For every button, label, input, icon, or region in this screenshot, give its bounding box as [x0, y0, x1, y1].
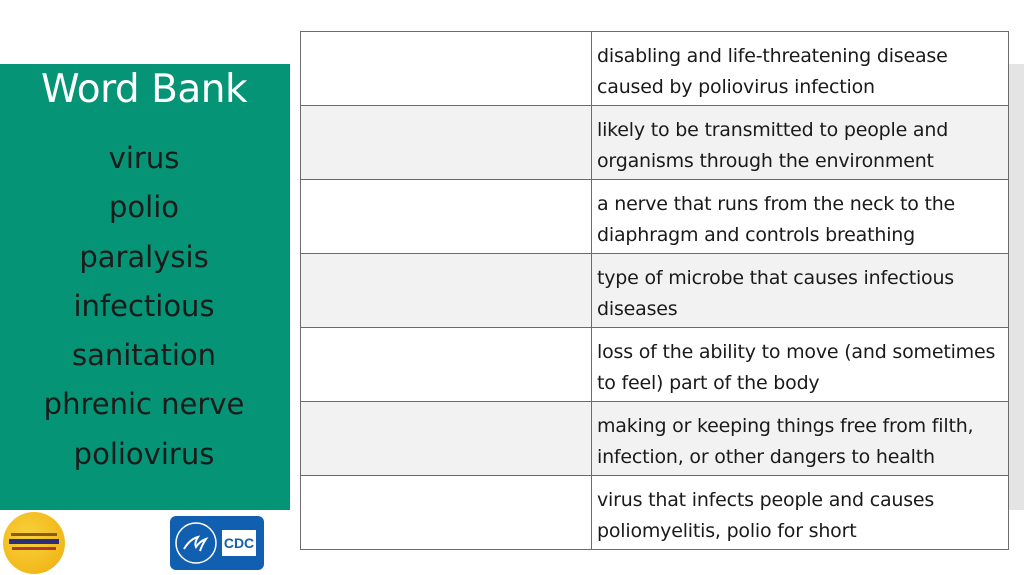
word-bank-item: poliovirus [73, 436, 215, 471]
table-row [301, 402, 1009, 476]
word-bank-item: paralysis [79, 239, 209, 274]
answer-cell[interactable] [301, 254, 592, 328]
cdc-museum-logo [3, 512, 65, 574]
logo-stripe [11, 533, 57, 536]
definitions-table [300, 31, 1009, 550]
word-bank-title: Word Bank [40, 67, 248, 112]
definition-cell: virus that infects people and causes poliomyelitis, polio for short [592, 476, 1009, 550]
definition-cell: loss of the ability to move (and sometimes to feel) part of the body [592, 328, 1009, 402]
table-row [301, 106, 1009, 180]
answer-cell[interactable] [301, 328, 592, 402]
word-bank-item: virus [108, 141, 180, 175]
cdc-logo-text: CDC [223, 535, 255, 551]
answer-cell[interactable] [301, 106, 592, 180]
answer-cell[interactable] [301, 180, 592, 254]
answer-cell[interactable] [301, 32, 592, 106]
definition-cell: likely to be transmitted to people and organisms through the environment [592, 106, 1009, 180]
hhs-eagle-shape [184, 537, 206, 551]
logo-stripe [9, 539, 59, 544]
table-row [301, 476, 1009, 550]
word-bank-item: phrenic nerve [43, 387, 245, 422]
word-bank-list [0, 135, 288, 480]
cdc-logo [170, 516, 264, 570]
cdc-logo-graphic [170, 516, 264, 570]
definition-cell: type of microbe that causes infectious diseases [592, 254, 1009, 328]
table-row [301, 180, 1009, 254]
word-bank-item: infectious [73, 288, 215, 323]
definition-cell: disabling and life-threatening disease caused by poliovirus infection [592, 32, 1009, 106]
table-row [301, 328, 1009, 402]
word-bank-item: sanitation [71, 338, 216, 373]
table-row [301, 254, 1009, 328]
word-bank-item: polio [108, 190, 179, 225]
logo-stripe [12, 547, 56, 550]
table-row [301, 32, 1009, 106]
definition-cell: a nerve that runs from the neck to the diaphragm and controls breathing [592, 180, 1009, 254]
answer-cell[interactable] [301, 402, 592, 476]
definition-cell: making or keeping things free from filth, infection, or other dangers to health [592, 402, 1009, 476]
answer-cell[interactable] [301, 476, 592, 550]
